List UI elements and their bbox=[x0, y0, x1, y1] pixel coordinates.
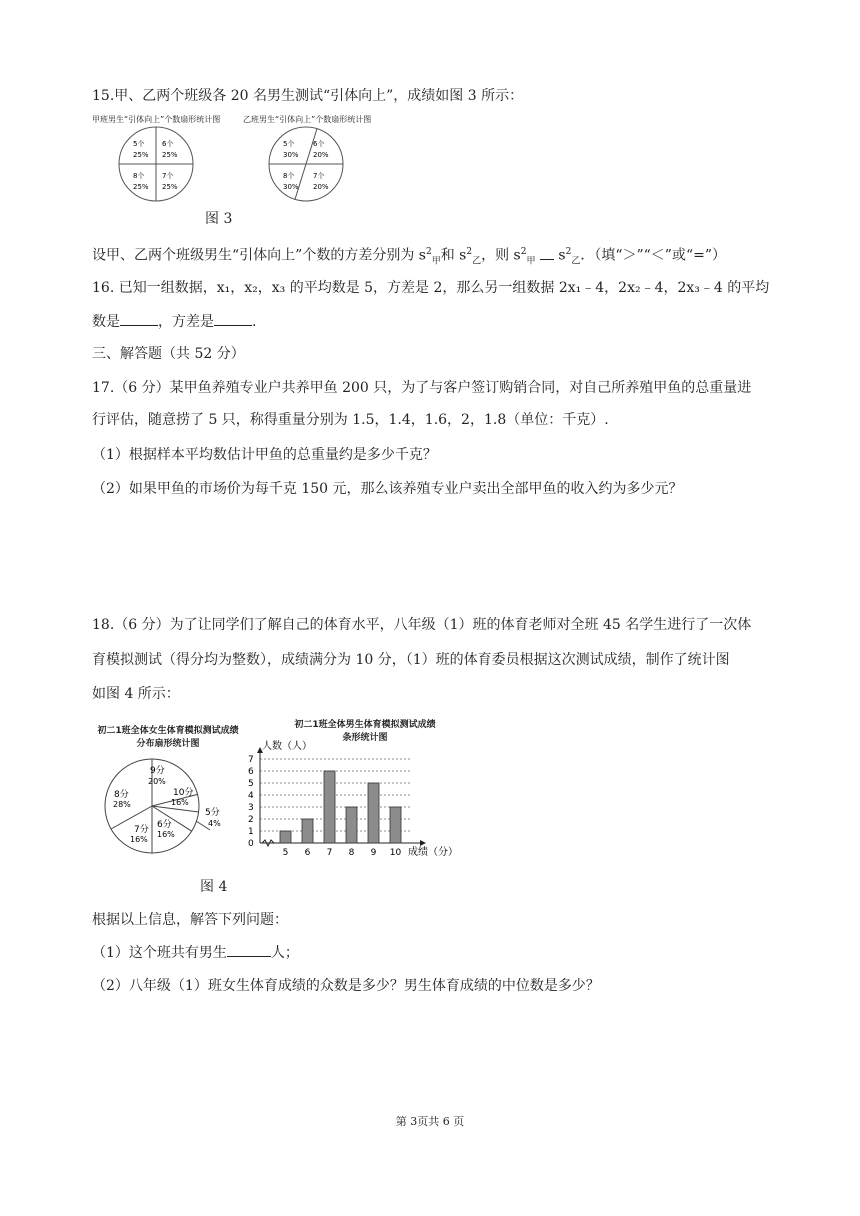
jia-slice-label: 6个 bbox=[162, 140, 174, 148]
bar bbox=[346, 807, 357, 843]
y-tick-label: 4 bbox=[248, 791, 254, 801]
q16-line2: 数是 ，方差是 . bbox=[92, 314, 257, 330]
q17-sub2: （2）如果甲鱼的市场价为每千克 150 元，那么该养殖专业户卖出全部甲鱼的收入约为多少元？ bbox=[92, 481, 683, 497]
q17-line2: 行评估，随意捞了 5 只，称得重量分别为 1.5，1.4，1.6，2，1.8（单位：千克）. bbox=[92, 412, 609, 428]
x-tick-label: 8 bbox=[348, 848, 355, 858]
girls-slice-percent: 16% bbox=[130, 835, 148, 844]
jia-slice-label: 5个 bbox=[133, 140, 145, 148]
yi-slice-label: 7个 bbox=[313, 172, 325, 180]
jia-slice-label: 8个 bbox=[133, 172, 145, 180]
girls-slice-label: 7分 bbox=[134, 825, 149, 835]
answer-blank bbox=[214, 325, 252, 326]
y-tick-label: 2 bbox=[248, 815, 254, 825]
answer-blank bbox=[540, 259, 554, 260]
girls-slice-percent: 16% bbox=[157, 830, 175, 839]
q17-line1: 17.（6 分）某甲鱼养殖专业户共养甲鱼 200 只，为了与客户签订购销合同，对自己所养殖甲鱼的总重量进 bbox=[92, 380, 752, 396]
yi-pie-chart bbox=[263, 124, 353, 204]
fig4-caption: 图 4 bbox=[200, 879, 228, 895]
x-tick-label: 10 bbox=[389, 848, 402, 858]
q15-line2: 设甲、乙两个班级男生“引体向上”个数的方差分别为 $s^2_甲$和 $s^2_乙$，则 $s^2_甲$ $s^2_乙$．（填“＞”“＜”或“=”） bbox=[92, 247, 727, 267]
x-tick-label: 7 bbox=[326, 848, 333, 858]
bar-xlabel: 成绩（分） bbox=[408, 847, 458, 858]
x-tick-label: 9 bbox=[370, 848, 377, 858]
bar-ylabel: 人数（人） bbox=[262, 741, 312, 752]
yi-pie-title: 乙班男生“引体向上”个数扇形统计图 bbox=[243, 115, 372, 124]
y-tick-label: 5 bbox=[248, 779, 254, 789]
yi-slice-percent: 20% bbox=[313, 151, 329, 159]
jia-slice-percent: 25% bbox=[162, 183, 178, 191]
jia-pie-title: 甲班男生“引体向上”个数扇形统计图 bbox=[92, 115, 221, 124]
jia-slice-label: 7个 bbox=[162, 172, 174, 180]
y-tick-label: 6 bbox=[248, 767, 254, 777]
bar bbox=[324, 771, 335, 843]
girls-slice-percent: 16% bbox=[171, 798, 189, 807]
q17-sub1: （1）根据样本平均数估计甲鱼的总重量约是多少千克？ bbox=[92, 447, 437, 463]
jia-pie-chart bbox=[113, 124, 203, 204]
bar bbox=[280, 831, 291, 843]
boys-bar-title: 初二1班全体男生体育模拟测试成绩 条形统计图 bbox=[294, 720, 436, 743]
x-tick-label: 6 bbox=[304, 848, 311, 858]
jia-slice-percent: 25% bbox=[133, 151, 149, 159]
q15-text: 15.甲、乙两个班级各 20 名男生测试“引体向上”，成绩如图 3 所示： bbox=[92, 88, 524, 104]
girls-slice-percent: 20% bbox=[148, 777, 166, 786]
jia-slice-percent: 25% bbox=[162, 151, 178, 159]
yi-slice-label: 5个 bbox=[283, 140, 295, 148]
girls-slice-label: 9分 bbox=[150, 766, 165, 776]
yi-slice-percent: 30% bbox=[283, 151, 299, 159]
q18-sub2: （2）八年级（1）班女生体育成绩的众数是多少？男生体育成绩的中位数是多少？ bbox=[92, 978, 600, 994]
x-axis-arrow bbox=[420, 840, 426, 846]
x-tick-label: 5 bbox=[282, 848, 289, 858]
q18-sub1: （1）这个班共有男生 人； bbox=[92, 945, 299, 961]
y-tick-label: 3 bbox=[248, 803, 254, 813]
girls-slice-percent: 28% bbox=[113, 800, 131, 809]
yi-slice-percent: 30% bbox=[283, 183, 299, 191]
answer-blank bbox=[120, 325, 158, 326]
bar bbox=[390, 807, 401, 843]
yi-slice-label: 6个 bbox=[313, 140, 325, 148]
jia-slice-percent: 25% bbox=[133, 183, 149, 191]
yi-slice-label: 8个 bbox=[283, 172, 295, 180]
bar bbox=[368, 783, 379, 843]
q18-after: 根据以上信息，解答下列问题： bbox=[92, 912, 288, 928]
girls-slice-label: 5分 bbox=[205, 808, 220, 818]
girls-slice-label: 8分 bbox=[114, 790, 129, 800]
answer-blank bbox=[227, 956, 271, 957]
y-tick-label: 7 bbox=[248, 755, 254, 765]
fig3-caption: 图 3 bbox=[205, 211, 233, 227]
girls-pie-title: 初二1班全体女生体育模拟测试成绩 分布扇形统计图 bbox=[97, 726, 239, 749]
page-footer: 第 3页共 6 页 bbox=[395, 1115, 465, 1128]
q18-line1: 18.（6 分）为了让同学们了解自己的体育水平，八年级（1）班的体育老师对全班 45 名学生进行了一次体 bbox=[92, 617, 752, 633]
girls-slice-percent: 4% bbox=[208, 819, 221, 828]
section-heading: 三、解答题（共 52 分） bbox=[92, 346, 245, 362]
yi-slice-percent: 20% bbox=[313, 183, 329, 191]
boys-bar-chart bbox=[240, 735, 480, 860]
y-tick-label: 1 bbox=[248, 827, 254, 837]
q18-line3: 如图 4 所示： bbox=[92, 686, 180, 702]
q18-line2: 育模拟测试（得分均为整数），成绩满分为 10 分，（1）班的体育委员根据这次测试成绩，制作了统计图 bbox=[92, 652, 730, 668]
girls-slice-label: 6分 bbox=[157, 820, 172, 830]
bar bbox=[302, 819, 313, 843]
girls-slice-label: 10分 bbox=[173, 788, 194, 798]
y-tick-label: 0 bbox=[248, 839, 254, 849]
girls-pie-chart bbox=[100, 755, 230, 860]
q16-line1: 16. 已知一组数据，x₁，x₂，x₃ 的平均数是 5，方差是 2，那么另一组数据 2x₁﹣4，2x₂﹣4，2x₃﹣4 的平均 bbox=[92, 280, 770, 296]
